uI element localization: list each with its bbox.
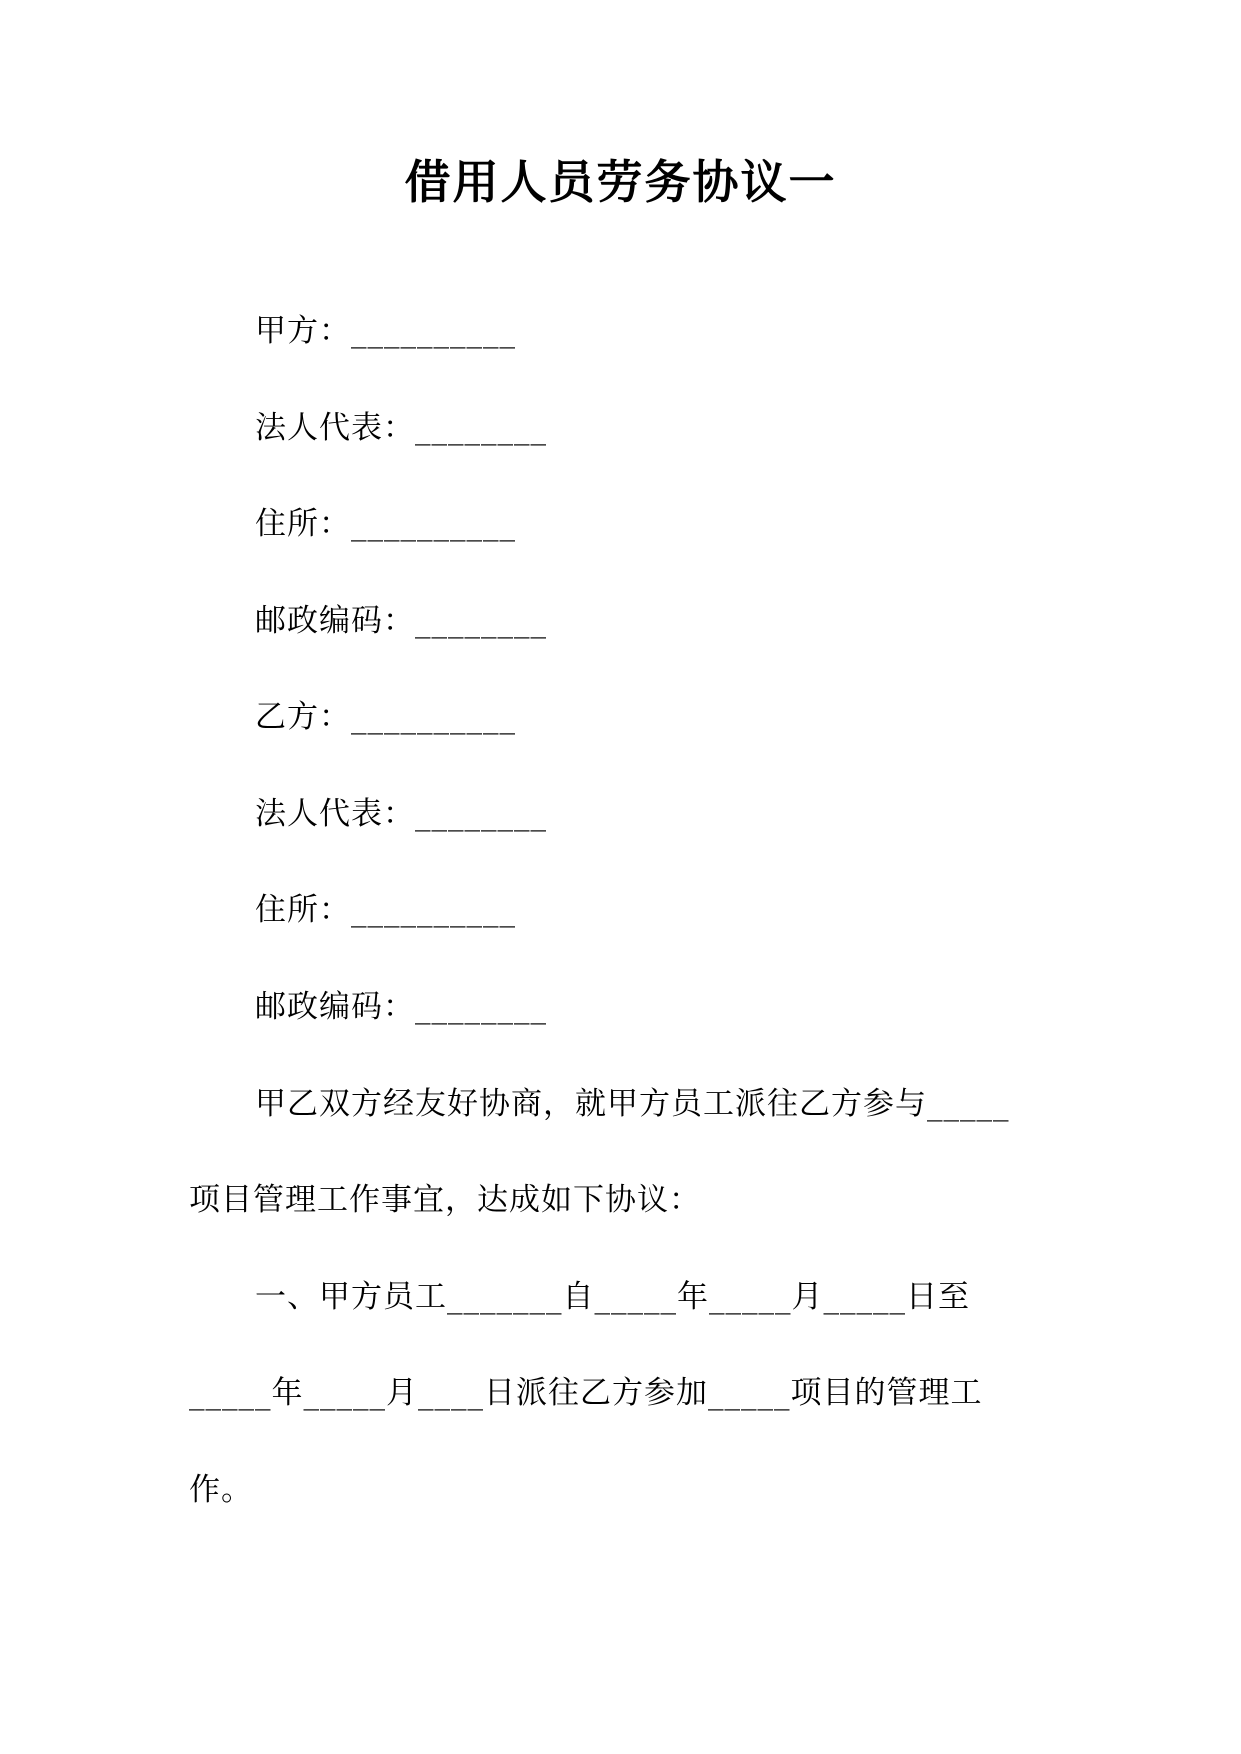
party-a-address-line: 住所：__________ — [255, 506, 516, 542]
party-a-representative-line: 法人代表：________ — [255, 410, 547, 446]
party-b-address-line: 住所：__________ — [255, 892, 516, 928]
party-b-name-line: 乙方：__________ — [255, 699, 516, 735]
party-b-representative-line: 法人代表：________ — [255, 796, 547, 832]
clause-1-line-1: 一、甲方员工_______自_____年_____月_____日至 — [255, 1279, 970, 1315]
clause-1-line-2: _____年_____月____日派往乙方参加_____项目的管理工 — [189, 1375, 983, 1411]
party-a-postcode-line: 邮政编码：________ — [255, 603, 547, 639]
party-b-postcode-line: 邮政编码：________ — [255, 989, 547, 1025]
document-title: 借用人员劳务协议一 — [404, 155, 837, 209]
preamble-line-2: 项目管理工作事宜，达成如下协议： — [189, 1182, 701, 1218]
party-a-name-line: 甲方：__________ — [255, 313, 516, 349]
preamble-line-1: 甲乙双方经友好协商，就甲方员工派往乙方参与_____ — [255, 1086, 1010, 1122]
clause-1-line-3: 作。 — [189, 1472, 253, 1508]
